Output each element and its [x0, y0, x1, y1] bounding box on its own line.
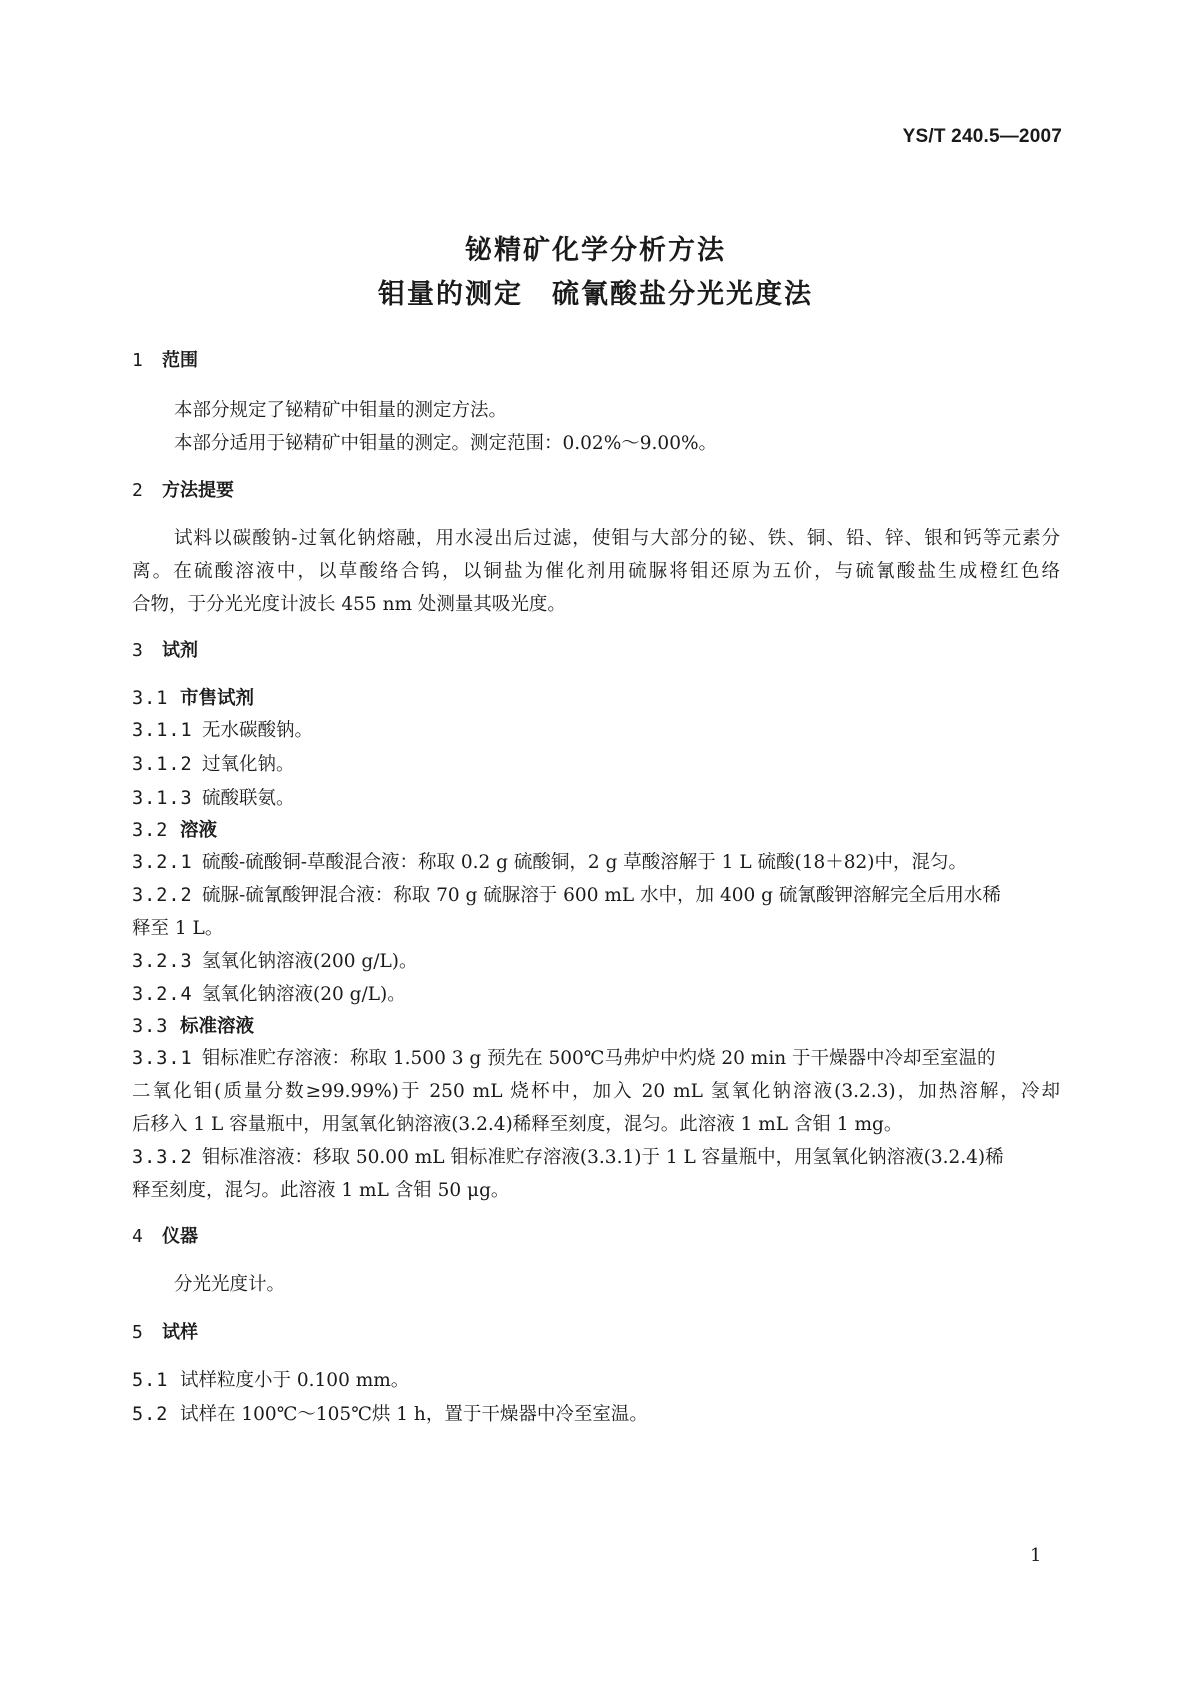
clause-text: 钼标准溶液：移取 50.00 mL 钼标准贮存溶液(3.3.1)于 1 L 容量瓶中，用氢氧化钠溶液(3.2.4)稀 [202, 1147, 1004, 1168]
section-number: 3 [132, 640, 144, 661]
clause-title: 溶液 [180, 820, 218, 841]
clause-number: 5.1 [132, 1370, 169, 1391]
clause-text: 试样在 100℃～105℃烘 1 h，置于干燥器中冷至室温。 [180, 1404, 648, 1425]
clause-text: 钼标准贮存溶液：称取 1.500 3 g 预先在 500℃马弗炉中灼烧 20 min 于干燥器中冷却至室温的 [202, 1048, 996, 1069]
clause-5-1 [132, 1368, 1060, 1394]
clause-number: 3.1 [132, 688, 169, 709]
section-number: 2 [132, 480, 144, 501]
clause-3-1-heading [132, 686, 1060, 712]
clause-3-2-2 [132, 883, 1060, 909]
section-title: 试样 [162, 1322, 198, 1343]
clause-text: 无水碳酸钠。 [202, 720, 314, 741]
clause-5-2 [132, 1402, 1060, 1428]
clause-3-1-2 [132, 752, 1060, 778]
section-2-line-2: 离。在硫酸溶液中，以草酸络合钨，以铜盐为催化剂用硫脲将钼还原为五价，与硫氰酸盐生成橙红色络 [132, 561, 1060, 582]
section-1-paragraph-1: 本部分规定了铋精矿中钼量的测定方法。 [174, 400, 508, 421]
section-4-paragraph: 分光光度计。 [174, 1274, 286, 1295]
clause-3-3-1 [132, 1046, 1060, 1072]
clause-text: 氢氧化钠溶液(200 g/L)。 [202, 951, 418, 972]
clause-number: 3.1.3 [132, 788, 193, 809]
standard-code: YS/T 240.5—2007 [902, 126, 1062, 147]
clause-3-2-3 [132, 949, 1060, 975]
clause-text: 过氧化钠。 [202, 754, 295, 775]
clause-number: 3.3.1 [132, 1048, 193, 1069]
section-5-heading [132, 1320, 1060, 1346]
clause-number: 3.1.1 [132, 720, 193, 741]
clause-number: 3.2.3 [132, 951, 193, 972]
clause-title: 标准溶液 [180, 1016, 255, 1037]
clause-title: 市售试剂 [180, 688, 255, 709]
section-2-line-3: 合物，于分光光度计波长 455 nm 处测量其吸光度。 [132, 594, 566, 615]
clause-3-3-heading [132, 1014, 1060, 1040]
clause-3-3-1-continuation-2: 后移入 1 L 容量瓶中，用氢氧化钠溶液(3.2.4)稀释至刻度，混匀。此溶液 1 mL 含钼 1 mg。 [132, 1114, 903, 1135]
section-title: 方法提要 [162, 480, 234, 501]
section-3-heading [132, 638, 1060, 664]
section-title: 仪器 [162, 1226, 198, 1247]
section-4-heading [132, 1224, 1060, 1250]
clause-number: 3.3.2 [132, 1147, 193, 1168]
clause-3-2-4 [132, 982, 1060, 1008]
clause-text: 氢氧化钠溶液(20 g/L)。 [202, 984, 406, 1005]
clause-number: 3.2.4 [132, 984, 193, 1005]
section-title: 范围 [162, 350, 198, 371]
clause-3-3-2 [132, 1145, 1060, 1171]
clause-3-2-heading [132, 818, 1060, 844]
section-number: 1 [132, 350, 144, 371]
document-title-line1: 铋精矿化学分析方法 [465, 235, 726, 266]
section-1-paragraph-2: 本部分适用于铋精矿中钼量的测定。测定范围：0.02%～9.00%。 [174, 433, 718, 454]
section-number: 4 [132, 1226, 144, 1247]
clause-text: 试样粒度小于 0.100 mm。 [180, 1370, 410, 1391]
clause-3-3-1-continuation-1: 二氧化钼(质量分数≥99.99%)于 250 mL 烧杯中，加入 20 mL 氢氧化钠溶液(3.2.3)，加热溶解，冷却 [132, 1081, 1060, 1102]
section-number: 5 [132, 1322, 144, 1343]
clause-3-1-3 [132, 786, 1060, 812]
document-title-line2: 钼量的测定 硫氰酸盐分光光度法 [378, 279, 813, 310]
clause-number: 3.3 [132, 1016, 169, 1037]
clause-3-2-1 [132, 850, 1060, 876]
clause-3-3-2-continuation: 释至刻度，混匀。此溶液 1 mL 含钼 50 μg。 [132, 1180, 510, 1201]
section-2-line-1: 试料以碳酸钠-过氧化钠熔融，用水浸出后过滤，使钼与大部分的铋、铁、铜、铅、锌、银和钙等元素分 [174, 528, 1060, 549]
clause-number: 3.2.1 [132, 852, 193, 873]
clause-3-1-1 [132, 718, 1060, 744]
clause-text: 硫酸-硫酸铜-草酸混合液：称取 0.2 g 硫酸铜，2 g 草酸溶解于 1 L 硫酸(18＋82)中，混匀。 [202, 852, 967, 873]
section-2-heading [132, 478, 1060, 504]
section-title: 试剂 [162, 640, 198, 661]
clause-text: 硫酸联氨。 [202, 788, 295, 809]
clause-text: 硫脲-硫氰酸钾混合液：称取 70 g 硫脲溶于 600 mL 水中，加 400 g 硫氰酸钾溶解完全后用水稀 [202, 885, 1001, 906]
clause-number: 3.2 [132, 820, 169, 841]
section-1-heading [132, 348, 1060, 374]
clause-number: 5.2 [132, 1404, 169, 1425]
clause-3-2-2-continuation: 释至 1 L。 [132, 918, 224, 939]
page-number: 1 [1030, 1545, 1042, 1566]
clause-number: 3.1.2 [132, 754, 193, 775]
clause-number: 3.2.2 [132, 885, 193, 906]
